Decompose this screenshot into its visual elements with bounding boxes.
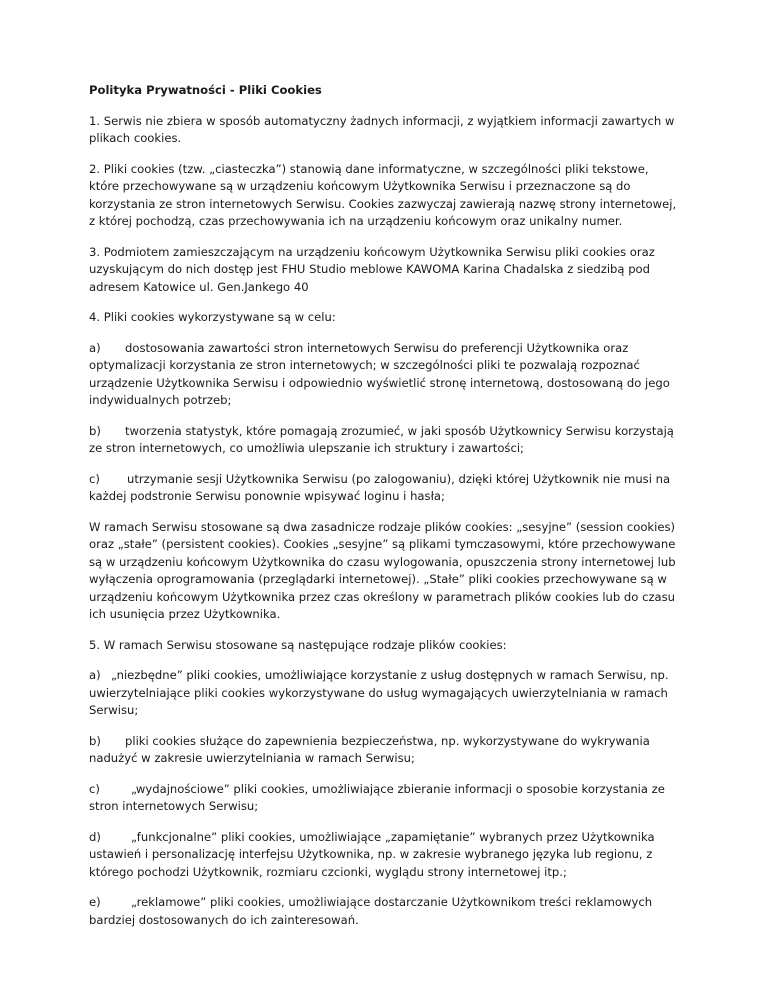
cookie-type-label: d)	[89, 829, 101, 844]
cookie-type-label: e)	[89, 895, 101, 909]
purpose-item-text: dostosowania zawartości stron internetowych Serwisu do preferencji Użytkownika oraz optymalizacji korzystania ze stron internetowych; w szczególności pliki te pozwalają rozpoznać urządzenie Użytkownika Serwisu i odpowiednio wyświetlić stronę internetową, dostosowaną do jego indywidualnych potrzeb;	[89, 340, 670, 407]
purpose-item-text: tworzenia statystyk, które pomagają zrozumieć, w jaki sposób Użytkownicy Serwisu korzystają ze stron internetowych, co umożliwia ulepszanie ich struktury i zawartości;	[89, 423, 674, 455]
cookie-type-text: „funkcjonalne” pliki cookies, umożliwiające „zapamiętanie” wybranych przez Użytkownika ustawień i personalizację interfejsu Użytkownika, np. w zakresie wybranego języka lub regionu, z którego pochodzi Użytkownik, rozmiaru czcionki, wyglądu strony internetowej itp.;	[89, 829, 655, 879]
cookie-type-item-b	[89, 733, 679, 768]
paragraph-3: 3. Podmiotem zamieszczającym na urządzeniu końcowym Użytkownika Serwisu pliki cookies oraz uzyskującym do nich dostęp jest FHU Studio meblowe KAWOMA Karina Chadalska z siedzibą pod adresem Katowice ul. Gen.Jankego 40	[89, 244, 655, 294]
cookie-type-item-d	[89, 829, 679, 882]
purpose-item-label: a)	[89, 340, 101, 355]
paragraph-2: 2. Pliki cookies (tzw. „ciasteczka”) stanowią dane informatyczne, w szczególności pliki tekstowe, które przechowywane są w urządzeniu końcowym Użytkownika Serwisu i przeznaczone są do korzystania ze stron internetowych Serwisu. Cookies zazwyczaj zawierają nazwę strony internetowej, z której pochodzą, czas przechowywania ich na urządzeniu końcowym oraz unikalny numer.	[89, 161, 677, 228]
paragraph-5: 5. W ramach Serwisu stosowane są następujące rodzaje plików cookies:	[89, 637, 507, 652]
paragraph-1: 1. Serwis nie zbiera w sposób automatyczny żadnych informacji, z wyjątkiem informacji zawartych w plikach cookies.	[89, 113, 675, 145]
cookie-type-label: a)	[89, 668, 101, 682]
paragraph-session-cookies: W ramach Serwisu stosowane są dwa zasadnicze rodzaje plików cookies: „sesyjne” (session cookies) oraz „stałe” (persistent cookies). Cookies „sesyjne” są plikami tymczasowymi, które przechowywane są w urządzeniu końcowym Użytkownika do czasu wylogowania, opuszczenia strony internetowej lub wyłączenia oprogramowania (przeglądarki internetowej). „Stałe” pliki cookies przechowywane są w urządzeniu końcowym Użytkownika przez czas określony w parametrach plików cookies lub do czasu ich usunięcia przez Użytkownika.	[89, 519, 676, 621]
purpose-item-a	[89, 340, 679, 410]
purpose-item-c	[89, 471, 679, 506]
document-title: Polityka Prywatności - Pliki Cookies	[89, 83, 322, 97]
purpose-item-text: utrzymanie sesji Użytkownika Serwisu (po zalogowaniu), dzięki której Użytkownik nie musi na każdej podstronie Serwisu ponownie wpisywać loginu i hasła;	[89, 471, 671, 503]
cookie-type-item-c	[89, 781, 679, 816]
cookie-type-label: c)	[89, 781, 100, 796]
cookie-type-item-e	[89, 894, 679, 929]
cookie-type-text: „niezbędne” pliki cookies, umożliwiające korzystanie z usług dostępnych w ramach Serwisu, np. uwierzytelniające pliki cookies wykorzystywane do usług wymagających uwierzytelniania w ramach Serwisu;	[89, 668, 669, 717]
purpose-item-b	[89, 423, 679, 458]
purpose-item-label: c)	[89, 471, 100, 486]
cookie-type-text: „wydajnościowe” pliki cookies, umożliwiające zbieranie informacji o sposobie korzystania ze stron internetowych Serwisu;	[89, 781, 665, 813]
cookie-type-text: pliki cookies służące do zapewnienia bezpieczeństwa, np. wykorzystywane do wykrywania nadużyć w zakresie uwierzytelniania w ramach Serwisu;	[89, 733, 650, 765]
purpose-item-label: b)	[89, 423, 101, 438]
cookie-type-text: „reklamowe” pliki cookies, umożliwiające dostarczanie Użytkownikom treści reklamowych bardziej dostosowanych do ich zainteresowań.	[89, 895, 653, 927]
paragraph-4: 4. Pliki cookies wykorzystywane są w celu:	[89, 310, 336, 324]
cookie-type-label: b)	[89, 733, 101, 748]
cookie-type-item-a	[89, 667, 679, 720]
document-page	[89, 82, 679, 942]
